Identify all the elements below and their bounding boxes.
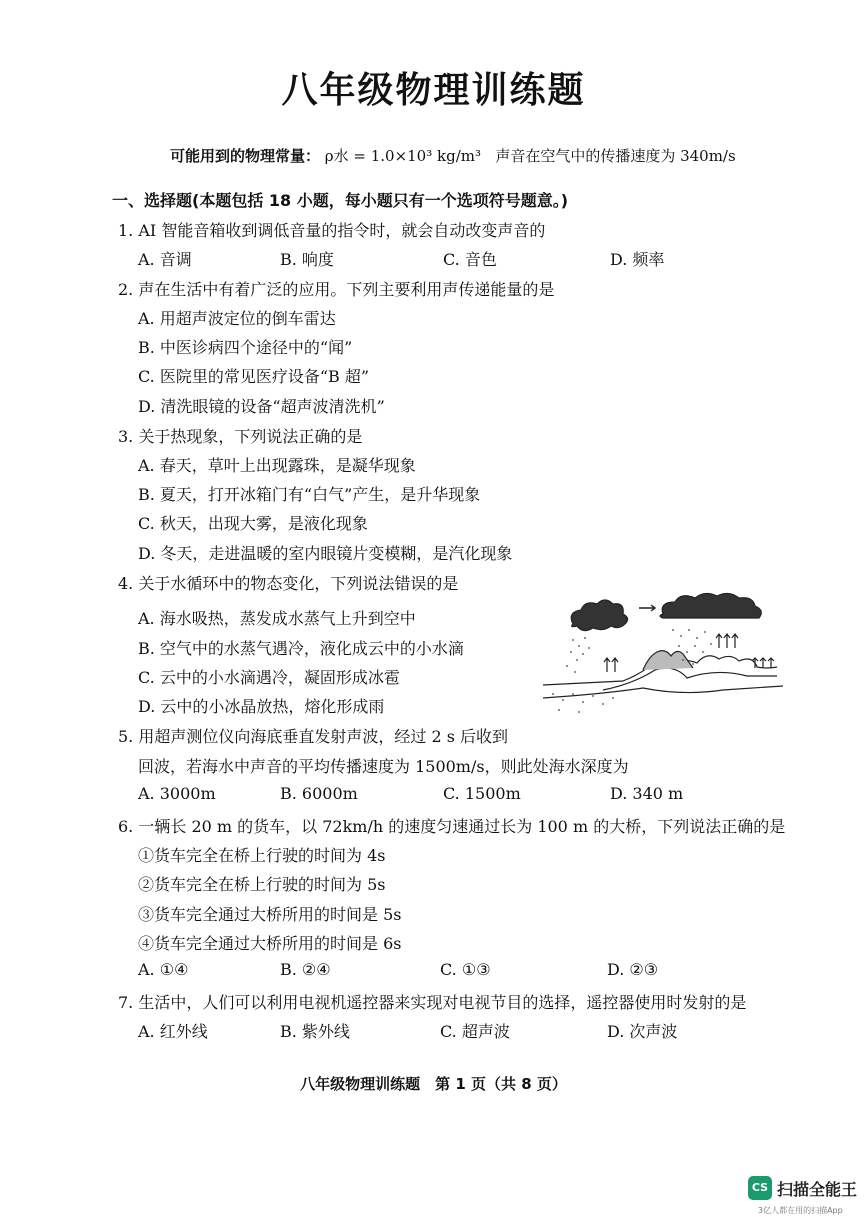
option-d: D. 云中的小冰晶放热，熔化形成雨: [138, 697, 385, 716]
camscanner-tagline: 3亿人都在用的扫描App: [758, 1206, 843, 1215]
question-3-stem: 3. 关于热现象，下列说法正确的是: [118, 427, 363, 446]
option-b: B. 中医诊病四个途径中的“闻”: [138, 338, 353, 357]
page-title: 八年级物理训练题: [281, 70, 586, 111]
option-c: C. ①③: [440, 960, 491, 979]
option-a: A. 春天，草叶上出现露珠，是凝华现象: [138, 456, 416, 475]
statement-2: ②货车完全在桥上行驶的时间为 5s: [138, 875, 386, 894]
statement-1: ①货车完全在桥上行驶的时间为 4s: [138, 846, 386, 865]
option-d: D. 清洗眼镜的设备“超声波清洗机”: [138, 397, 385, 416]
option-c: C. 医院里的常见医疗设备“B 超”: [138, 367, 370, 386]
option-c: C. 音色: [443, 250, 497, 269]
question-5-options: [138, 784, 838, 806]
option-a: A. ①④: [138, 960, 189, 979]
page-footer: 八年级物理训练题 第 1 页（共 8 页）: [300, 1075, 567, 1093]
question-7-stem: 7. 生活中，人们可以利用电视机遥控器来实现对电视节目的选择，遥控器使用时发射的是: [118, 993, 747, 1012]
physics-constants: [170, 145, 736, 166]
sound-speed: 声音在空气中的传播速度为 340m/s: [495, 147, 736, 165]
option-b: B. 6000m: [280, 784, 358, 803]
question-6-stem: 6. 一辆长 20 m 的货车，以 72km/h 的速度匀速通过长为 100 m 的大桥，下列说法正确的是: [118, 817, 786, 836]
option-b: B. 夏天，打开冰箱门有“白气”产生，是升华现象: [138, 485, 481, 504]
option-c: C. 秋天，出现大雾，是液化现象: [138, 514, 368, 533]
option-a: A. 3000m: [138, 784, 216, 803]
question-1-options: [138, 247, 838, 269]
water-cycle-figure: [543, 590, 788, 722]
section-heading: 一、选择题(本题包括 18 小题，每小题只有一个选项符号题意。): [112, 191, 569, 210]
option-d: D. ②③: [607, 960, 659, 979]
option-a: A. 用超声波定位的倒车雷达: [138, 309, 336, 328]
option-b: B. 空气中的水蒸气遇冷，液化成云中的小水滴: [138, 639, 464, 658]
option-d: D. 次声波: [607, 1022, 678, 1041]
option-c: C. 云中的小水滴遇冷，凝固形成冰雹: [138, 668, 400, 687]
question-7-options: [138, 1019, 838, 1041]
option-d: D. 频率: [610, 250, 665, 269]
option-c: C. 超声波: [440, 1022, 510, 1041]
option-b: B. ②④: [280, 960, 331, 979]
option-d: D. 340 m: [610, 784, 684, 803]
option-a: A. 音调: [138, 250, 192, 269]
camscanner-logo-icon: CS: [748, 1176, 772, 1200]
question-5-stem-line2: 回波，若海水中声音的平均传播速度为 1500m/s，则此处海水深度为: [138, 757, 629, 776]
option-b: B. 紫外线: [280, 1022, 350, 1041]
camscanner-name: 扫描全能王: [777, 1180, 858, 1199]
constants-label: 可能用到的物理常量：: [170, 147, 321, 165]
statement-4: ④货车完全通过大桥所用的时间是 6s: [138, 934, 402, 953]
option-a: A. 红外线: [138, 1022, 208, 1041]
question-5-stem-line1: 5. 用超声测位仪向海底垂直发射声波，经过 2 s 后收到: [118, 727, 509, 746]
question-6-options: [138, 960, 838, 982]
question-2-stem: 2. 声在生活中有着广泛的应用。下列主要利用声传递能量的是: [118, 280, 555, 299]
statement-3: ③货车完全通过大桥所用的时间是 5s: [138, 905, 402, 924]
question-4-stem: 4. 关于水循环中的物态变化，下列说法错误的是: [118, 574, 459, 593]
option-d: D. 冬天，走进温暖的室内眼镜片变模糊，是汽化现象: [138, 544, 513, 563]
option-b: B. 响度: [280, 250, 334, 269]
option-a: A. 海水吸热，蒸发成水蒸气上升到空中: [138, 609, 416, 628]
question-1-stem: 1. AI 智能音箱收到调低音量的指令时，就会自动改变声音的: [118, 221, 546, 240]
water-density: ρ水 = 1.0×10³ kg/m³: [324, 147, 481, 165]
option-c: C. 1500m: [443, 784, 521, 803]
